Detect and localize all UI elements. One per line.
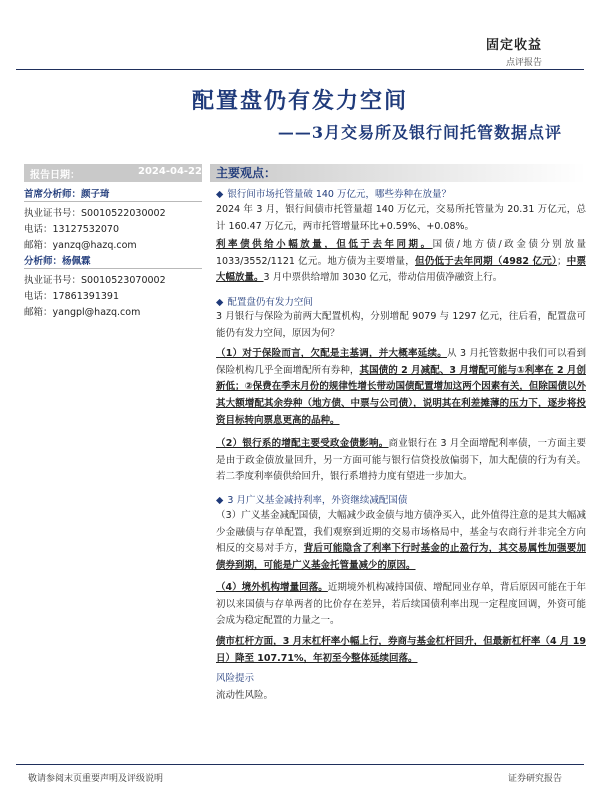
analyst-2-phone-label: 电话： [24,291,53,302]
p2-text-1: 国债/地方债/政金债分别放量 1033/3552/1121 亿元。地方债为主要增量， [216,239,586,267]
diamond-bullet-icon: ◆ [216,189,224,200]
analyst-1-license [24,205,166,219]
p5-text-1: 商业银行在 3 月全面增配利率债，一方面主要是由于政金债放量回升，另一方面可能与银行信贷投放偏弱下，加大配债的行为有关。若二季度利率债供给回升，银行系增持力度有望进一步加大。 [216,438,586,483]
p2-bold-1: 利率债供给小幅放量，但低于去年同期。 [216,239,433,250]
p2-bold-2: 中票大幅放量。 [216,255,586,284]
diamond-bullet-icon: ◆ [216,297,224,308]
p7-underline-1: （4）境外机构增量回落。 [216,582,328,593]
header-divider [16,69,584,70]
report-category: 固定收益 [485,38,542,53]
p5-underline-1: （2）银行系的增配主要受政金债影响。 [216,438,389,449]
analyst-1-email-value[interactable]: yanzq@hazq.com [52,240,137,251]
analyst-1-name: 颜子琦 [81,189,110,200]
analyst-1-email [24,237,137,251]
analyst-1-email-label: 邮箱： [24,240,53,251]
section-heading-2-text: 配置盘仍有发力空间 [227,297,313,308]
analyst-2-email [24,304,140,318]
diamond-bullet-icon: ◆ [216,495,224,506]
p4-text-1: 从 3 月托管数据中我们可以看到保险机构几乎全面增配所有券种， [216,348,586,376]
analyst-1-license-value: S0010522030002 [81,208,166,219]
report-date-value: 2024-04-22 [138,166,202,177]
section-heading-2 [216,294,313,308]
paragraph-6 [216,508,586,575]
paragraph-4 [216,346,586,430]
p6-underline-1: 背后可能隐含了利率下行时基金的止盈行为，其交易属性加强要加债券到期，可能是广义基金托管量减少的原因。 [216,543,586,572]
analyst-2-role [24,253,91,267]
analyst-2-license [24,272,166,286]
p7-text-1: 近期境外机构减持国债、增配同业存单，背后原因可能在于年初以来国债与存单两者的比价存在差异，若后续国债利率出现一定程度回调，外资可能会成为稳定配置的力量之一。 [216,582,586,627]
analyst-divider [24,201,202,202]
footer-report-type: 证券研究报告 [507,774,562,784]
analyst-1-phone [24,221,119,235]
footer-divider [16,764,584,765]
section-heading-3-text: 3 月广义基金减持利率，外资继续减配国债 [227,495,408,506]
section-heading-3 [216,492,407,506]
p8-underline-1: 债市杠杆方面，3 月末杠杆率小幅上行，券商与基金杠杆回升，但最新杠杆率（4 月 19 日）降至 107.71%，年初至今整体延续回落。 [216,636,586,664]
page-title: 配置盘仍有发力空间 [191,88,408,114]
analyst-2-phone-value: 17861391391 [52,291,120,302]
paragraph-2 [216,237,586,287]
p2-underline-1: 但仍低于去年同期（4982 亿元） [414,255,558,267]
report-subcategory: 点评报告 [505,58,542,68]
paragraph-1: 2024 年 3 月，银行间债市托管量超 140 万亿元，交易所托管量为 20.31 万亿元，总计 160.47 万亿元，两市托管增量环比+0.59%、+0.08%。 [216,204,586,232]
section-heading-1-text: 银行间市场托管量破 140 万亿元，哪些券种在放量？ [227,189,451,200]
p2-text-3: 3 月中票供给增加 3030 亿元，带动信用债净融资上行。 [263,272,503,284]
p6-text-1: （3）广义基金减配国债，大幅减少政金债与地方债净买入，此外值得注意的是其大幅减少金融债与存单配置，我们观察到近期的交易市场格局中，基金与农商行并非完全方向相反的交易对手方， [216,510,586,555]
analyst-2-role-label: 分析师： [24,256,63,267]
p4-underline-2: 其国债的 2 月减配、3 月增配可能与①利率在 2 月创新低；②保费在季末月份的规律性增长带动国债配置增加这两个因素有关，但除国债以外其大额增配其余券种（地方债、中票与公司债），说明其在利差摊薄的压力下，逐步将投资目标转向票息更高的品种。 [216,364,586,426]
paragraph-8 [216,634,586,667]
section-heading-4 [216,670,254,684]
footer-disclaimer: 敬请参阅末页重要声明及评级说明 [28,774,164,784]
analyst-1-phone-label: 电话： [24,224,53,235]
p4-underline-1: （1）对于保险而言，欠配是主基调，并大概率延续。 [216,348,447,359]
key-points-heading: 主要观点： [216,166,277,180]
section-heading-1 [216,186,451,200]
analyst-1-license-label: 执业证书号： [24,208,82,219]
section-heading-4-text: 风险提示 [216,673,255,684]
report-date-label: 报告日期： [30,170,80,181]
analyst-1-role [24,186,110,200]
analyst-2-email-label: 邮箱： [24,307,53,318]
analyst-1-role-label: 首席分析师： [24,189,82,200]
paragraph-9: 流动性风险。 [216,690,274,701]
paragraph-5 [216,436,586,486]
analyst-2-license-label: 执业证书号： [24,275,82,286]
analyst-2-email-value[interactable]: yangpl@hazq.com [52,307,141,318]
paragraph-3: 3 月银行与保险为前两大配置机构，分别增配 9079 与 1297 亿元，往后看，配置盘可能仍有发力空间，原因为何？ [216,311,586,339]
analyst-2-license-value: S0010523070002 [81,275,166,286]
analyst-divider [24,268,202,269]
paragraph-7 [216,580,586,630]
analyst-2-phone [24,288,119,302]
page-subtitle: ——3月交易所及银行间托管数据点评 [277,123,562,142]
analyst-2-name: 杨佩霖 [62,256,91,267]
analyst-1-phone-value: 13127532070 [52,224,120,235]
p2-text-2: ； [557,255,567,267]
